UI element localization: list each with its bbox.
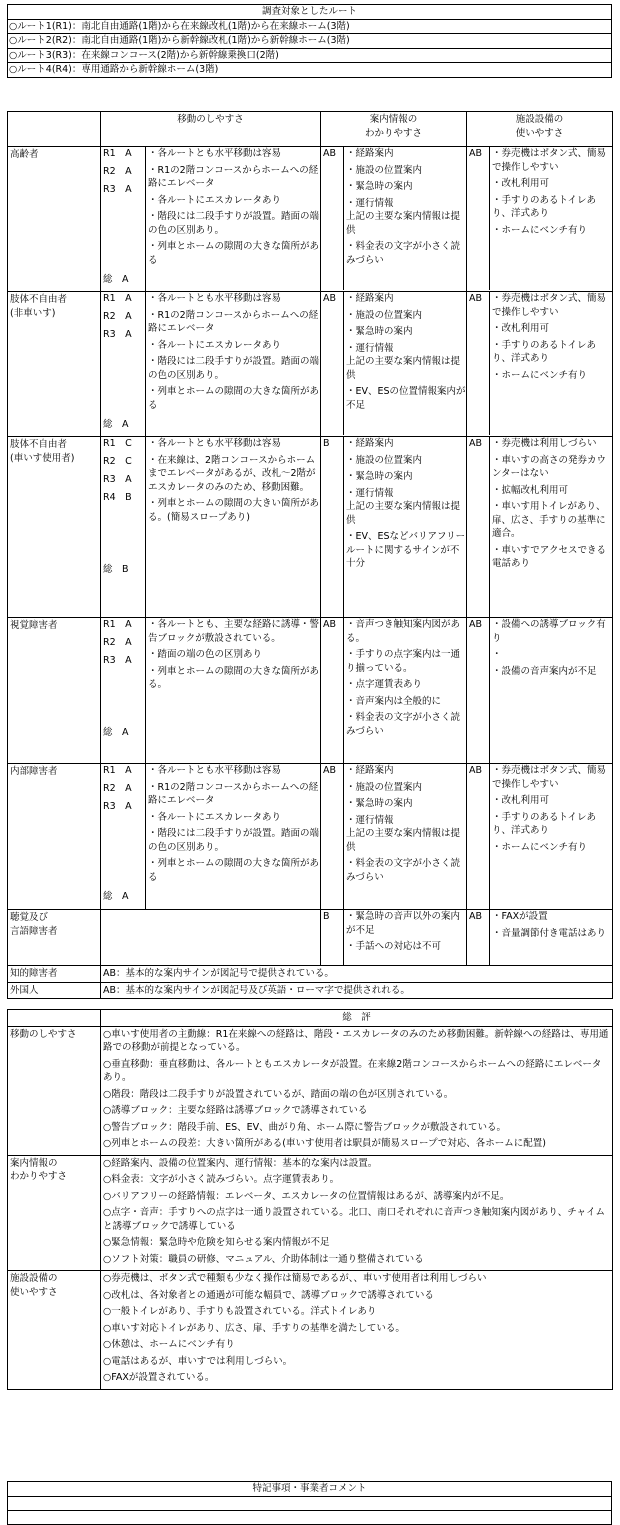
move-cell bbox=[101, 618, 321, 764]
facility-notes bbox=[489, 292, 612, 435]
facility-cell bbox=[467, 618, 613, 764]
summary-table bbox=[7, 1009, 612, 1390]
route-grade bbox=[101, 708, 145, 726]
route-grade: R2 A bbox=[103, 311, 132, 322]
info-cell bbox=[321, 147, 467, 292]
move-cell bbox=[101, 910, 321, 966]
route-grade: 総 A bbox=[103, 727, 129, 738]
route-grade: 総 A bbox=[103, 274, 129, 285]
move-notes bbox=[145, 764, 320, 909]
summary-item: ○料金表：文字が小さく読みづらい。点字運賃表あり。 bbox=[103, 1174, 340, 1185]
grade-column bbox=[101, 437, 145, 617]
info-note: ・音声つき触知案内図がある。 bbox=[346, 619, 461, 644]
info-cell bbox=[321, 910, 467, 966]
move-note: ・各ルートとも、主要な経路に誘導・警告ブロックが敷設されている。 bbox=[148, 619, 320, 644]
facility-notes bbox=[489, 437, 612, 617]
facility-note: ・手すりのあるトイレあり、洋式あり bbox=[492, 339, 597, 364]
comments-body bbox=[8, 1496, 612, 1510]
header-move: 移動のしやすさ bbox=[101, 112, 321, 147]
facility-cell bbox=[467, 147, 613, 292]
route-grade bbox=[101, 527, 145, 545]
info-notes bbox=[343, 764, 466, 909]
move-note: ・各ルートとも水平移動は容易 bbox=[148, 765, 282, 776]
move-notes bbox=[145, 618, 320, 763]
info-note: ・料金表の文字が小さく読みづらい bbox=[346, 712, 461, 737]
wide-note: AB：基本的な案内サインが図記号で提供されている。 bbox=[101, 966, 613, 983]
info-note: ・緊急時の案内 bbox=[346, 181, 413, 192]
facility-cell bbox=[467, 437, 613, 618]
route-item: ○ルート4(R4)：専用通路から新幹線ホーム(3階) bbox=[9, 64, 219, 75]
route-grade: R1 A bbox=[103, 765, 132, 776]
info-note: ・EV、ESなどバリアフリールートに関するサインが不十分 bbox=[346, 531, 466, 569]
route-grade bbox=[101, 509, 145, 527]
evaluation-table bbox=[7, 111, 612, 999]
summary-corner bbox=[8, 1010, 101, 1027]
facility-grade: AB bbox=[469, 911, 483, 922]
facility-note: ・拡幅改札利用可 bbox=[492, 484, 569, 496]
route-grade: R2 A bbox=[103, 783, 132, 794]
route-grade bbox=[101, 219, 145, 237]
route-grade: R2 A bbox=[103, 166, 132, 177]
facility-notes bbox=[489, 618, 612, 763]
route-grade bbox=[101, 545, 145, 563]
info-note: ・緊急時の案内 bbox=[346, 326, 413, 337]
move-notes bbox=[145, 147, 320, 291]
info-note: ・料金表の文字が小さく読みづらい bbox=[346, 241, 461, 266]
info-notes bbox=[343, 292, 466, 435]
summary-item: ○階段：階段は二段手すりが設置されているが、踏面の端の色が区別されている。 bbox=[103, 1088, 454, 1100]
info-note: ・経路案内 bbox=[346, 765, 394, 776]
facility-note: ・手すりのあるトイレあり、洋式あり bbox=[492, 194, 597, 219]
info-note: ・施設の位置案内 bbox=[346, 164, 423, 176]
move-cell bbox=[101, 764, 321, 910]
move-cell bbox=[101, 292, 321, 437]
summary-item: ○券売機は、ボタン式で種類も少なく操作は簡易であるが、、車いす使用者は利用しづらい bbox=[103, 1273, 487, 1284]
facility-note: ・券売機はボタン式、簡易で操作しやすい bbox=[492, 765, 607, 790]
grade-column bbox=[101, 147, 145, 291]
facility-note: ・ bbox=[492, 649, 502, 660]
move-notes bbox=[145, 437, 320, 617]
route-grade: R3 A bbox=[103, 474, 132, 485]
summary-item: ○一般トイレがあり、手すりも設置されている。洋式トイレあり bbox=[103, 1306, 377, 1317]
summary-item: ○列車とホームの段差：大きい箇所がある(車いす使用者は駅員が簡易スロープで対応、各ホームに配置) bbox=[103, 1138, 547, 1149]
summary-item: ○警告ブロック：階段手前、ES、EV、曲がり角、ホーム際に警告ブロックが敷設されている。 bbox=[103, 1121, 506, 1133]
route-grade bbox=[101, 836, 145, 854]
facility-note: ・改札利用可 bbox=[492, 323, 550, 334]
info-notes bbox=[343, 437, 466, 617]
route-grade bbox=[101, 382, 145, 400]
route-grade bbox=[101, 201, 145, 219]
facility-note: ・ホームにベンチ有り bbox=[492, 841, 588, 853]
summary-category: 案内情報の わかりやすさ bbox=[8, 1155, 101, 1271]
info-note: ・緊急時の案内 bbox=[346, 798, 413, 809]
category-cell: 視覚障害者 bbox=[8, 618, 101, 764]
move-note: ・R1の2階コンコースからホームへの経路にエレベータ bbox=[148, 781, 319, 806]
summary-item: ○緊急情報：緊急時や危険を知らせる案内情報が不足 bbox=[103, 1237, 330, 1248]
route-grade: 総 A bbox=[103, 419, 129, 430]
move-note: ・各ルートとも水平移動は容易 bbox=[148, 438, 282, 449]
route-grade: R3 A bbox=[103, 184, 132, 195]
summary-item: ○バリアフリーの経路情報：エレベータ、エスカレータの位置情報はあるが、誘導案内が不足。 bbox=[103, 1190, 510, 1202]
route-grade: R3 A bbox=[103, 801, 132, 812]
info-grade: B bbox=[323, 911, 330, 922]
summary-notes bbox=[101, 1155, 613, 1271]
facility-note: ・ホームにベンチ有り bbox=[492, 224, 588, 236]
info-grade: B bbox=[323, 438, 330, 449]
move-note: ・各ルートにエスカレータあり bbox=[148, 194, 282, 206]
summary-category: 移動のしやすさ bbox=[8, 1026, 101, 1155]
facility-note: ・改札利用可 bbox=[492, 795, 550, 806]
summary-item: ○改札は、各対象者との通過が可能な幅員で、誘導ブロックで誘導されている bbox=[103, 1289, 434, 1301]
route-grade: R3 A bbox=[103, 655, 132, 666]
category-cell: 高齢者 bbox=[8, 147, 101, 292]
comments-body-2 bbox=[8, 1510, 612, 1524]
facility-notes bbox=[489, 910, 612, 965]
route-grade: R4 B bbox=[103, 492, 132, 503]
move-note: ・階段には二段手すりが設置。踏面の端の色の区別あり。 bbox=[148, 356, 320, 381]
route-grade: R1 A bbox=[103, 293, 132, 304]
info-note: ・EV、ESの位置情報案内が不足 bbox=[346, 386, 466, 411]
info-note: ・点字運賃表あり bbox=[346, 679, 423, 690]
facility-grade: AB bbox=[469, 438, 483, 449]
route-grade bbox=[101, 237, 145, 255]
info-notes bbox=[343, 147, 466, 290]
facility-grade: AB bbox=[469, 148, 483, 159]
wide-note: AB：基本的な案内サインが図記号及び英語・ローマ字で提供されれる。 bbox=[101, 982, 613, 999]
facility-note: ・ホームにベンチ有り bbox=[492, 369, 588, 381]
category-cell: 内部障害者 bbox=[8, 764, 101, 910]
info-note: ・運行情報 上記の主要な案内情報は提供 bbox=[346, 197, 461, 236]
eval-corner bbox=[8, 112, 101, 147]
move-note: ・各ルートとも水平移動は容易 bbox=[148, 293, 282, 304]
move-notes bbox=[145, 292, 320, 436]
move-note: ・階段には二段手すりが設置。踏面の端の色の区別あり。 bbox=[148, 211, 320, 236]
move-note: ・各ルートにエスカレータあり bbox=[148, 339, 282, 351]
facility-cell bbox=[467, 910, 613, 966]
facility-note: ・車いすの高さの発券カウンターはない bbox=[492, 454, 607, 479]
route-grade: R2 C bbox=[103, 456, 132, 467]
comments-section bbox=[7, 1481, 612, 1525]
category-cell: 肢体不自由者 (非車いす) bbox=[8, 292, 101, 437]
info-note: ・経路案内 bbox=[346, 148, 394, 159]
info-note: ・経路案内 bbox=[346, 293, 394, 304]
facility-note: ・車いす用トイレがあり、扉、広さ、手すりの基準に適合。 bbox=[492, 501, 606, 539]
header-info: 案内情報の わかりやすさ bbox=[321, 112, 467, 147]
move-cell bbox=[101, 437, 321, 618]
info-note: ・緊急時の音声以外の案内が不足 bbox=[346, 911, 461, 936]
info-notes bbox=[343, 618, 466, 763]
route-grade bbox=[101, 255, 145, 273]
info-note: ・施設の位置案内 bbox=[346, 781, 423, 793]
move-note: ・列車とホームの隙間の大きな箇所がある bbox=[148, 858, 320, 883]
category-cell: 聴覚及び 言語障害者 bbox=[8, 910, 101, 966]
route-item: ○ルート1(R1)：南北自由通路(1階)から在来線改札(1階)から在来線ホーム(3階) bbox=[8, 20, 611, 35]
route-grade bbox=[101, 364, 145, 382]
info-note: ・料金表の文字が小さく読みづらい bbox=[346, 858, 461, 883]
category-cell: 外国人 bbox=[8, 982, 101, 999]
move-note: ・列車とホームの隙間の大きな箇所がある bbox=[148, 241, 320, 266]
summary-item: ○点字・音声：手すりへの点字は一通り設置されている。北口、南口それぞれに音声つき触知案内図があり、チャイムと誘導ブロックで誘導している bbox=[103, 1207, 606, 1232]
summary-item: ○休憩は、ホームにベンチ有り bbox=[103, 1339, 235, 1350]
move-note: ・列車とホームの隙間の大きな箇所がある bbox=[148, 386, 320, 411]
facility-cell bbox=[467, 292, 613, 437]
route-grade: 総 B bbox=[103, 564, 129, 575]
info-grade: AB bbox=[323, 293, 337, 304]
facility-notes bbox=[489, 147, 612, 290]
route-item: ○ルート3(R3)：在来線コンコース(2階)から新幹線乗換口(2階) bbox=[8, 49, 611, 64]
route-grade bbox=[101, 672, 145, 690]
facility-grade: AB bbox=[469, 293, 483, 304]
route-grade bbox=[101, 872, 145, 890]
info-note: ・運行情報 上記の主要な案内情報は提供 bbox=[346, 342, 461, 381]
category-cell: 肢体不自由者 (車いす使用者) bbox=[8, 437, 101, 618]
info-note: ・手すりの点字案内は一通り揃っている。 bbox=[346, 649, 461, 674]
summary-item: ○FAXが設置されている。 bbox=[103, 1372, 215, 1383]
move-note: ・R1の2階コンコースからホームへの経路にエレベータ bbox=[148, 309, 319, 334]
grade-column bbox=[101, 764, 145, 909]
header-facility: 施設設備の 使いやすさ bbox=[467, 112, 613, 147]
facility-cell bbox=[467, 764, 613, 910]
summary-item: ○経路案内、設備の位置案内、運行情報：基本的な案内は設置。 bbox=[103, 1157, 378, 1169]
route-grade bbox=[101, 690, 145, 708]
facility-grade: AB bbox=[469, 765, 483, 776]
info-grade: AB bbox=[323, 619, 337, 630]
summary-notes bbox=[101, 1271, 613, 1390]
routes-title: 調査対象としたルート bbox=[8, 5, 612, 20]
route-grade bbox=[101, 818, 145, 836]
category-cell: 知的障害者 bbox=[8, 966, 101, 983]
facility-note: ・FAXが設置 bbox=[492, 911, 548, 922]
summary-item: ○ソフト対策：職員の研修、マニュアル、介助体制は一通り整備されている bbox=[103, 1253, 424, 1265]
route-item: ○ルート2(R2)：南北自由通路(1階)から新幹線改札(1階)から新幹線ホーム(3階) bbox=[8, 34, 611, 49]
info-cell bbox=[321, 437, 467, 618]
route-grade: R1 A bbox=[103, 619, 132, 630]
info-grade: AB bbox=[323, 765, 337, 776]
move-note: ・列車とホームの隙間の大きな箇所がある。 bbox=[148, 665, 320, 690]
comments-title: 特記事項・事業者コメント bbox=[8, 1482, 612, 1497]
route-grade: 総 A bbox=[103, 891, 129, 902]
facility-note: ・車いすでアクセスできる電話あり bbox=[492, 544, 607, 569]
summary-title: 総 評 bbox=[101, 1010, 613, 1027]
info-note: ・施設の位置案内 bbox=[346, 309, 423, 321]
info-note: ・音声案内は全般的に bbox=[346, 695, 442, 707]
facility-note: ・音量調節付き電話はあり bbox=[492, 927, 607, 939]
routes-section bbox=[7, 4, 612, 78]
facility-note: ・設備への誘導ブロック有り bbox=[492, 619, 606, 644]
route-grade: R1 A bbox=[103, 148, 132, 159]
facility-notes bbox=[489, 764, 612, 909]
summary-item: ○車いす使用者の主動線：R1在来線への経路は、階段・エスカレータのみのため移動困難。新幹線への経路は、専用通路での移動が前提となっている。 bbox=[103, 1028, 609, 1053]
facility-note: ・手すりのあるトイレあり、洋式あり bbox=[492, 811, 597, 836]
move-cell bbox=[101, 147, 321, 292]
route-grade: R3 A bbox=[103, 329, 132, 340]
info-note: ・緊急時の案内 bbox=[346, 471, 413, 482]
routes-list bbox=[8, 19, 612, 77]
grade-column bbox=[101, 292, 145, 436]
move-note: ・各ルートとも水平移動は容易 bbox=[148, 148, 282, 159]
summary-item: ○垂直移動：垂直移動は、各ルートともエスカレータが設置。在来線2階コンコースからホームへの経路にエレベータあり。 bbox=[103, 1058, 602, 1083]
info-note: ・経路案内 bbox=[346, 438, 394, 449]
move-note: ・在来線は、2階コンコースからホームまでエレベータがあるが、改札～2階がエスカレータのみのため、移動困難。 bbox=[148, 454, 316, 493]
summary-item: ○車いす対応トイレがあり、広さ、扉、手すりの基準を満たしている。 bbox=[103, 1322, 405, 1334]
move-note: ・踏面の端の色の区別あり bbox=[148, 649, 263, 660]
facility-note: ・券売機は利用しづらい bbox=[492, 438, 597, 449]
route-grade: R1 C bbox=[103, 438, 132, 449]
info-notes bbox=[343, 910, 466, 965]
info-note: ・施設の位置案内 bbox=[346, 454, 423, 466]
move-note: ・R1の2階コンコースからホームへの経路にエレベータ bbox=[148, 164, 319, 189]
route-grade bbox=[101, 400, 145, 418]
route-grade: R2 A bbox=[103, 637, 132, 648]
info-grade: AB bbox=[323, 148, 337, 159]
info-cell bbox=[321, 292, 467, 437]
route-grade bbox=[101, 854, 145, 872]
move-note: ・各ルートにエスカレータあり bbox=[148, 811, 282, 823]
info-cell bbox=[321, 618, 467, 764]
facility-note: ・改札利用可 bbox=[492, 178, 550, 189]
facility-note: ・設備の音声案内が不足 bbox=[492, 665, 597, 677]
move-note: ・列車とホームの隙間の大きい箇所がある。(簡易スロープあり) bbox=[148, 498, 320, 523]
summary-notes bbox=[101, 1026, 613, 1155]
facility-note: ・券売機はボタン式、簡易で操作しやすい bbox=[492, 148, 607, 173]
info-cell bbox=[321, 764, 467, 910]
info-note: ・手話への対応は不可 bbox=[346, 941, 442, 952]
info-note: ・運行情報 上記の主要な案内情報は提供 bbox=[346, 814, 461, 853]
summary-item: ○誘導ブロック：主要な経路は誘導ブロックで誘導されている bbox=[103, 1105, 368, 1116]
move-note: ・階段には二段手すりが設置。踏面の端の色の区別あり。 bbox=[148, 828, 320, 853]
summary-category: 施設設備の 使いやすさ bbox=[8, 1271, 101, 1390]
route-grade bbox=[101, 346, 145, 364]
grade-column bbox=[101, 618, 145, 763]
facility-note: ・券売機はボタン式、簡易で操作しやすい bbox=[492, 293, 607, 318]
info-note: ・運行情報 上記の主要な案内情報は提供 bbox=[346, 487, 461, 526]
summary-item: ○電話はあるが、車いすでは利用しづらい。 bbox=[103, 1355, 293, 1367]
facility-grade: AB bbox=[469, 619, 483, 630]
